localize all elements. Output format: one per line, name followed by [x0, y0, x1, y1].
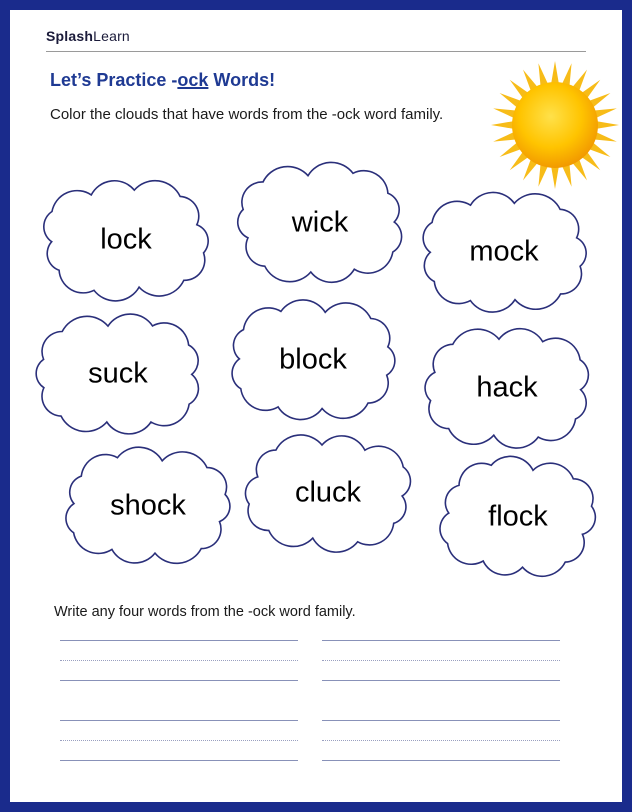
cloud-word-flock[interactable]: flock — [488, 500, 548, 533]
writing-line-2-top[interactable] — [322, 640, 560, 641]
cloud-word-suck[interactable]: suck — [88, 357, 148, 390]
title-prefix: Let’s Practice - — [50, 70, 178, 90]
writing-line-1-base[interactable] — [60, 680, 298, 681]
cloud-word-hack[interactable]: hack — [476, 371, 538, 404]
writing-line-1-mid — [60, 660, 298, 661]
writing-line-3-top[interactable] — [60, 720, 298, 721]
title-suffix: Words! — [208, 70, 276, 90]
cloud-word-cluck[interactable]: cluck — [294, 476, 362, 509]
brand-name-bold: Splash — [46, 28, 94, 44]
writing-line-4-base[interactable] — [322, 760, 560, 761]
cloud-word-wick[interactable]: wick — [291, 206, 349, 239]
title-underlined: ock — [177, 70, 209, 90]
writing-line-2-base[interactable] — [322, 680, 560, 681]
cloud-word-shock[interactable]: shock — [110, 489, 186, 522]
brand-name-light: Learn — [93, 28, 130, 44]
writing-line-1-top[interactable] — [60, 640, 298, 641]
cloud-layer — [10, 10, 622, 802]
writing-line-3-mid — [60, 740, 298, 741]
writing-instruction: Write any four words from the -ock word family. — [54, 604, 356, 620]
worksheet-page — [10, 10, 622, 802]
coloring-instruction: Color the clouds that have words from the -ock word family. — [50, 106, 444, 123]
writing-line-4-top[interactable] — [322, 720, 560, 721]
cloud-word-block[interactable]: block — [279, 343, 347, 376]
writing-line-2-mid — [322, 660, 560, 661]
cloud-word-lock[interactable]: lock — [100, 223, 152, 256]
writing-line-3-base[interactable] — [60, 760, 298, 761]
writing-line-4-mid — [322, 740, 560, 741]
cloud-word-mock[interactable]: mock — [469, 235, 539, 268]
